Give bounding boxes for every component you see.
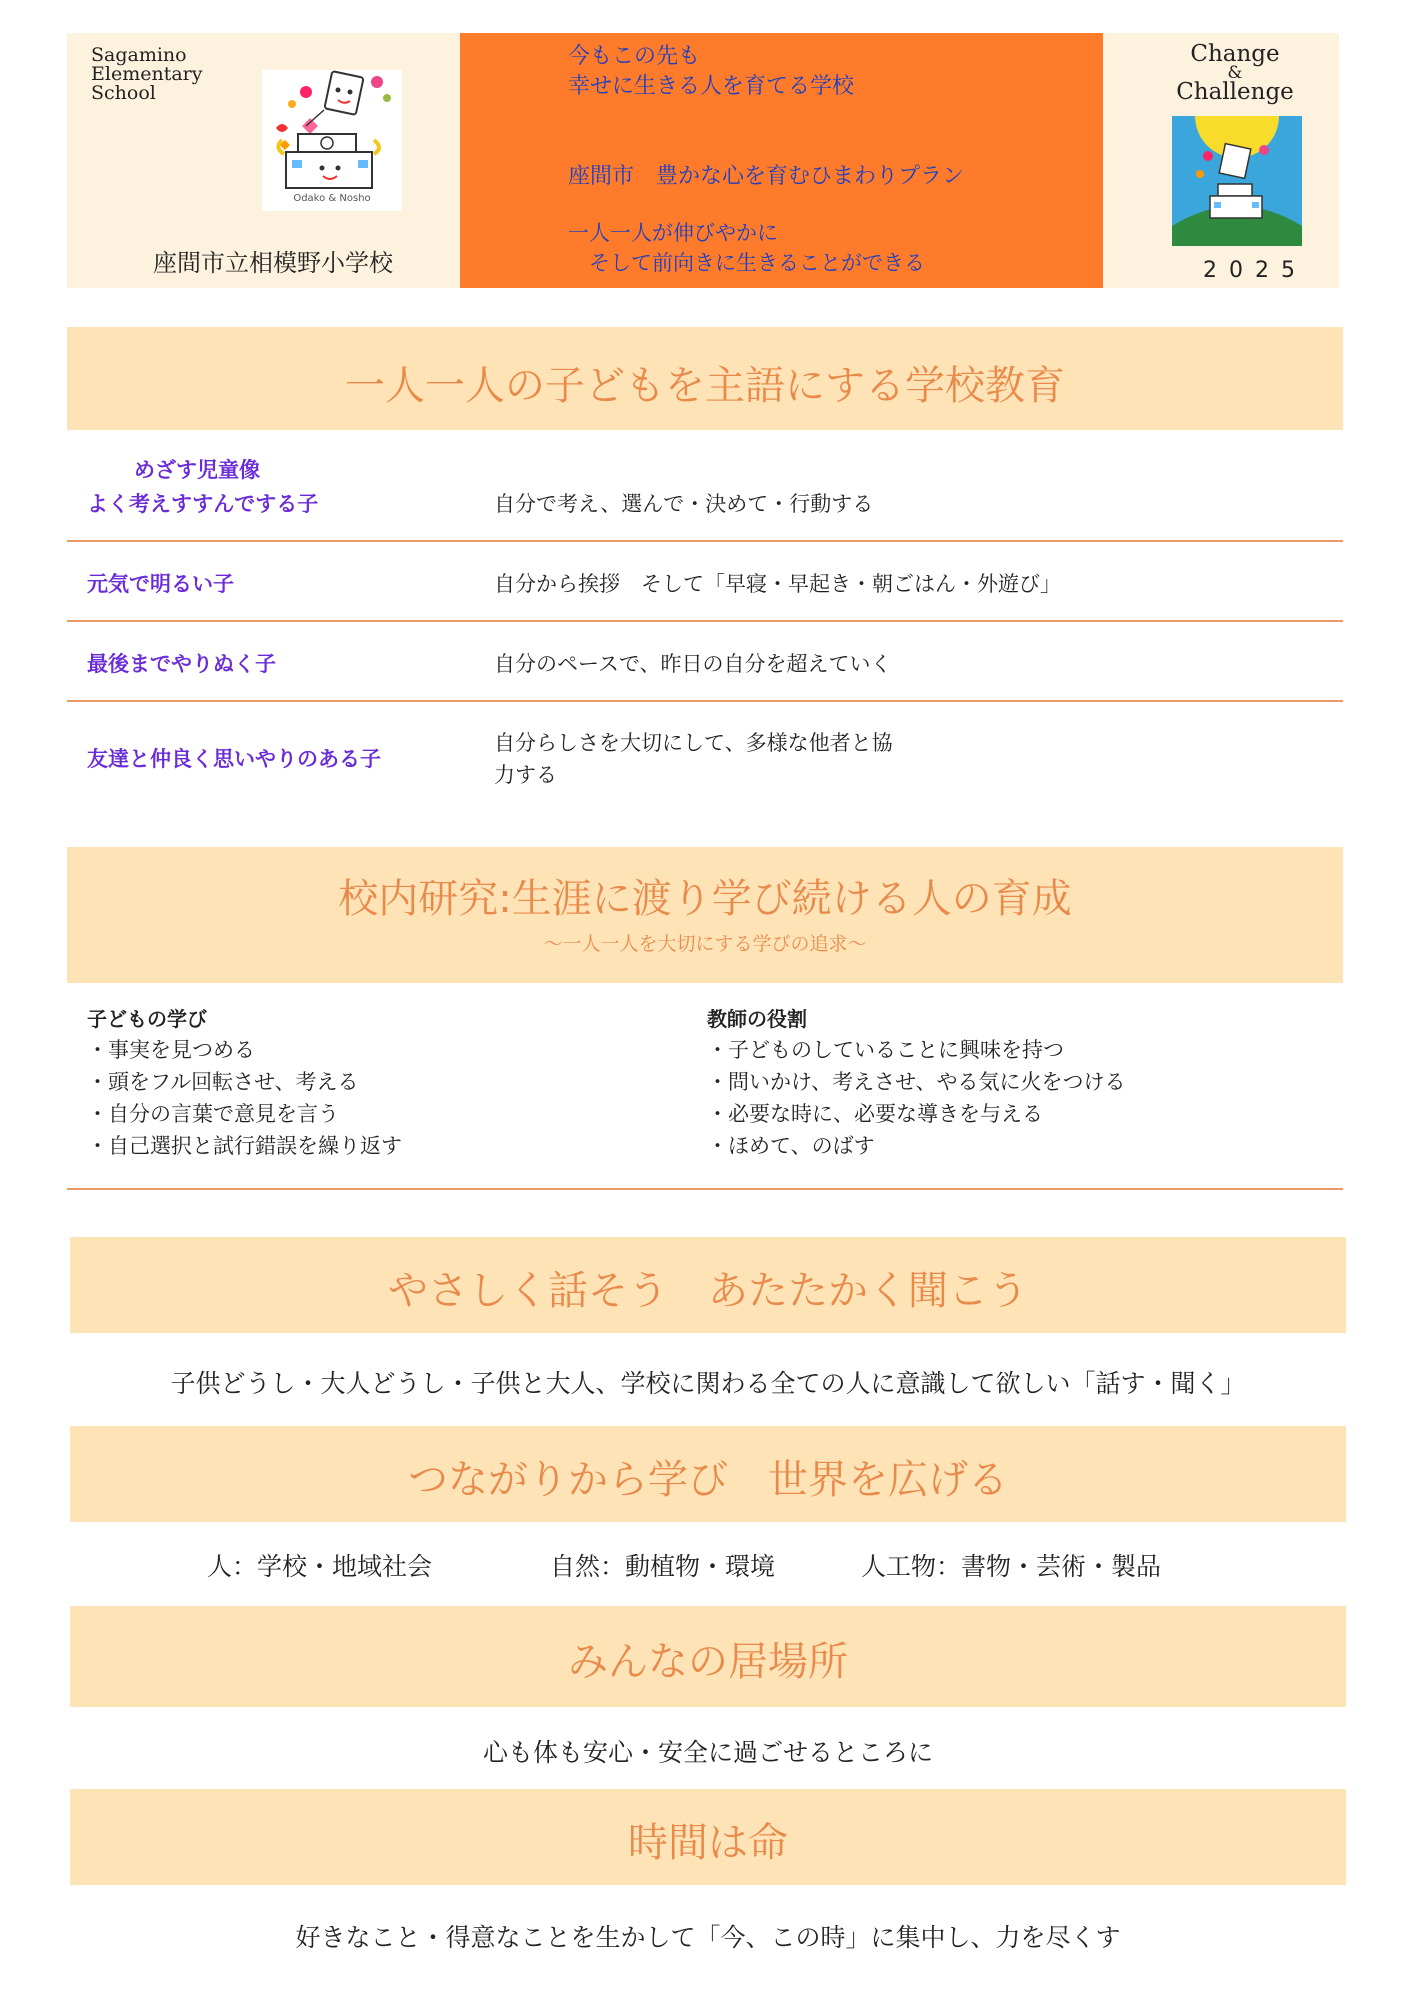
motto-line: 幸せに生きる人を育てる学校 (568, 74, 855, 99)
list-item: ・ほめて、のばす (707, 1134, 875, 1158)
plan-description (568, 218, 925, 278)
plan-desc-line: 一人一人が伸びやかに (568, 221, 778, 245)
section4-item-nature: 自然：動植物・環境 (550, 1552, 776, 1581)
section1-title: 一人一人の子どもを主語にする学校教育 (345, 363, 1065, 409)
cc-line: & (1227, 63, 1243, 83)
teacher-role-heading: 教師の役割 (707, 1007, 807, 1031)
section5-title: みんなの居場所 (568, 1639, 848, 1685)
cc-line: Change (1190, 41, 1280, 67)
divider (67, 540, 1343, 542)
list-item: ・必要な時に、必要な導きを与える (707, 1102, 1043, 1126)
goal-row-4-left: 友達と仲良く思いやりのある子 (87, 747, 381, 771)
goal-row-4-right-line: 自分らしさを大切にして、多様な他者と協 (494, 731, 893, 755)
header-motto (568, 42, 854, 102)
divider (67, 1188, 1343, 1190)
section3-text: 子供どうし・大人どうし・子供と大人、学校に関わる全ての人に意識して欲しい「話す・聞く」 (170, 1369, 1246, 1398)
list-item: ・自己選択と試行錯誤を繰り返す (87, 1134, 402, 1158)
section4-item-artifacts: 人工物：書物・芸術・製品 (861, 1552, 1162, 1581)
list-item: ・自分の言葉で意見を言う (87, 1102, 339, 1126)
goal-row-2-right: 自分から挨拶 そして「早寝・早起き・朝ごはん・外遊び」 (494, 572, 1061, 596)
teacher-role-list (707, 1004, 1126, 1162)
sunflower-logo-drawing (1172, 116, 1302, 246)
year: 2025 (1203, 258, 1307, 283)
cc-line: Challenge (1176, 79, 1294, 105)
section6-text: 好きなこと・得意なことを生かして「今、この時」に集中し、力を尽くす (295, 1923, 1121, 1952)
goal-row-3-left: 最後までやりぬく子 (87, 652, 276, 676)
mascot-caption: Odako & Nosho (293, 193, 371, 204)
list-item: ・問いかけ、考えさせ、やる気に火をつける (707, 1070, 1126, 1094)
children-learning-list (87, 1004, 402, 1162)
sunflower-plan-logo (1172, 116, 1302, 246)
school-en-line: School (91, 82, 156, 104)
children-learning-heading: 子どもの学び (87, 1007, 207, 1031)
school-name-english (91, 46, 202, 103)
mascot-illustration (262, 70, 402, 211)
section5-band (70, 1606, 1346, 1707)
section1-label: めざす児童像 (134, 458, 260, 482)
section6-title: 時間は命 (628, 1820, 788, 1866)
section4-title: つながりから学び 世界を広げる (408, 1457, 1008, 1503)
goal-row-4-right (494, 727, 893, 791)
section6-band (70, 1789, 1346, 1885)
plan-desc-line: そして前向きに生きることができる (568, 251, 925, 275)
list-item: ・事実を見つめる (87, 1038, 255, 1062)
goal-row-4-right-line: 力する (494, 763, 557, 787)
goal-row-1-left: よく考えすすんでする子 (87, 492, 319, 516)
plan-title: 座間市 豊かな心を育むひまわりプラン (568, 164, 965, 189)
section4-band (70, 1426, 1346, 1522)
school-name-japanese: 座間市立相模野小学校 (153, 249, 393, 277)
goal-row-1-right: 自分で考え、選んで・決めて・行動する (494, 492, 874, 516)
goal-row-2-left: 元気で明るい子 (87, 572, 234, 596)
list-item: ・子どものしていることに興味を持つ (707, 1038, 1064, 1062)
mascot-drawing (262, 70, 402, 211)
section3-band (70, 1237, 1346, 1333)
section1-band (67, 327, 1343, 430)
section2-subtitle: 〜一人一人を大切にする学びの追求〜 (543, 933, 867, 955)
change-and-challenge (1160, 41, 1310, 105)
section2-title: 校内研究:生涯に渡り学び続ける人の育成 (338, 876, 1072, 922)
school-en-line: Elementary (91, 63, 203, 85)
motto-line: 今もこの先も (568, 44, 701, 69)
section3-title: やさしく話そう あたたかく聞こう (388, 1268, 1028, 1314)
divider (67, 700, 1343, 702)
list-item: ・頭をフル回転させ、考える (87, 1070, 359, 1094)
divider (67, 620, 1343, 622)
goal-row-3-right: 自分のペースで、昨日の自分を超えていく (494, 652, 892, 676)
section4-item-people: 人：学校・地域社会 (207, 1552, 433, 1581)
section2-band (67, 847, 1343, 983)
section5-text: 心も体も安心・安全に過ごせるところに (482, 1738, 933, 1767)
school-en-line: Sagamino (91, 44, 187, 66)
